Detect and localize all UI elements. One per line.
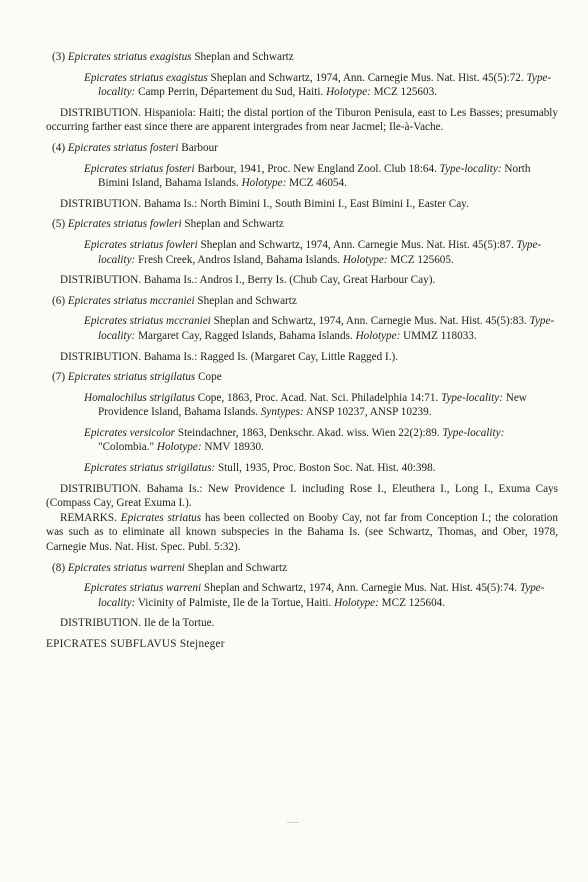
- synonym-citation: Epicrates striatus fosteri Barbour, 1941, Proc. New England Zool. Club 18:64. Type-locality: North Bimini Island, Bahama Islands. Holotype: MCZ 46054.: [84, 162, 531, 190]
- page-body: [46, 50, 558, 652]
- distribution-paragraph: DISTRIBUTION. Bahama Is.: North Bimini I., South Bimini I., East Bimini I., Easter Cay.: [60, 197, 469, 210]
- synonym-citation: Epicrates striatus warreni Sheplan and Schwartz, 1974, Ann. Carnegie Mus. Nat. Hist. 45(5):74. Type-locality: Vicinity of Palmiste, Ile de la Tortue, Haiti. Holotype: MCZ 125604.: [84, 582, 545, 609]
- distribution-paragraph: DISTRIBUTION. Bahama Is.: New Providence I. including Rose I., Eleuthera I., Long I., Exuma Cays (Compass Cay, Great Exuma I.).: [46, 482, 558, 510]
- species-heading: (7) Epicrates striatus strigilatus Cope: [52, 371, 222, 384]
- species-heading: (5) Epicrates striatus fowleri Sheplan and Schwartz: [52, 218, 284, 231]
- synonym-citation: Epicrates striatus strigilatus: Stull, 1935, Proc. Boston Soc. Nat. Hist. 40:398.: [84, 462, 436, 475]
- synonym-citation: Epicrates striatus mccraniei Sheplan and Schwartz, 1974, Ann. Carnegie Mus. Nat. Hist. 45(5):83. Type-locality: Margaret Cay, Ragged Islands, Bahama Islands. Holotype: UMMZ 118033.: [84, 315, 555, 342]
- species-heading: (8) Epicrates striatus warreni Sheplan and Schwartz: [52, 561, 288, 574]
- page-footer-mark: [287, 822, 299, 823]
- genus-heading: EPICRATES SUBFLAVUS Stejneger: [46, 638, 225, 650]
- distribution-paragraph: DISTRIBUTION. Hispaniola: Haiti; the distal portion of the Tiburon Penisula, east to Les Basses; presumably occurring farther east since there are apparent intergrades from near Jacmel; Ile-à-Vache.: [46, 106, 558, 134]
- species-heading: (3) Epicrates striatus exagistus Sheplan and Schwartz: [52, 51, 294, 63]
- distribution-paragraph: DISTRIBUTION. Bahama Is.: Ragged Is. (Margaret Cay, Little Ragged I.).: [60, 350, 399, 363]
- synonym-citation: Epicrates striatus exagistus Sheplan and Schwartz, 1974, Ann. Carnegie Mus. Nat. Hist. 45(5):72. Type-locality: Camp Perrin, Département du Sud, Haiti. Holotype: MCZ 125603.: [84, 71, 552, 99]
- distribution-paragraph: DISTRIBUTION. Bahama Is.: Andros I., Berry Is. (Chub Cay, Great Harbour Cay).: [60, 274, 436, 287]
- synonym-citation: Homalochilus strigilatus Cope, 1863, Proc. Acad. Nat. Sci. Philadelphia 14:71. Type-locality: New Providence Island, Bahama Islands. Syntypes: ANSP 10237, ANSP 10239.: [84, 391, 527, 419]
- synonym-citation: Epicrates striatus fowleri Sheplan and Schwartz, 1974, Ann. Carnegie Mus. Nat. Hist. 45(5):87. Type-locality: Fresh Creek, Andros Island, Bahama Islands. Holotype: MCZ 125605.: [84, 238, 542, 266]
- remarks-paragraph: REMARKS. Epicrates striatus has been collected on Booby Cay, not far from Conception I.; the coloration was such as to eliminate all known subspecies in the Bahama Is. (see Schwartz, Thomas, and Ober, 1978, Carnegie Mus. Nat. Hist. Spec. Publ. 5:32).: [46, 511, 558, 554]
- synonym-citation: Epicrates versicolor Steindachner, 1863, Denkschr. Akad. wiss. Wien 22(2):89. Type-locality: "Colombia." Holotype: NMV 18930.: [84, 426, 505, 454]
- distribution-paragraph: DISTRIBUTION. Ile de la Tortue.: [60, 617, 215, 630]
- species-heading: (6) Epicrates striatus mccraniei Sheplan and Schwartz: [52, 294, 297, 307]
- species-heading: (4) Epicrates striatus fosteri Barbour: [52, 141, 218, 154]
